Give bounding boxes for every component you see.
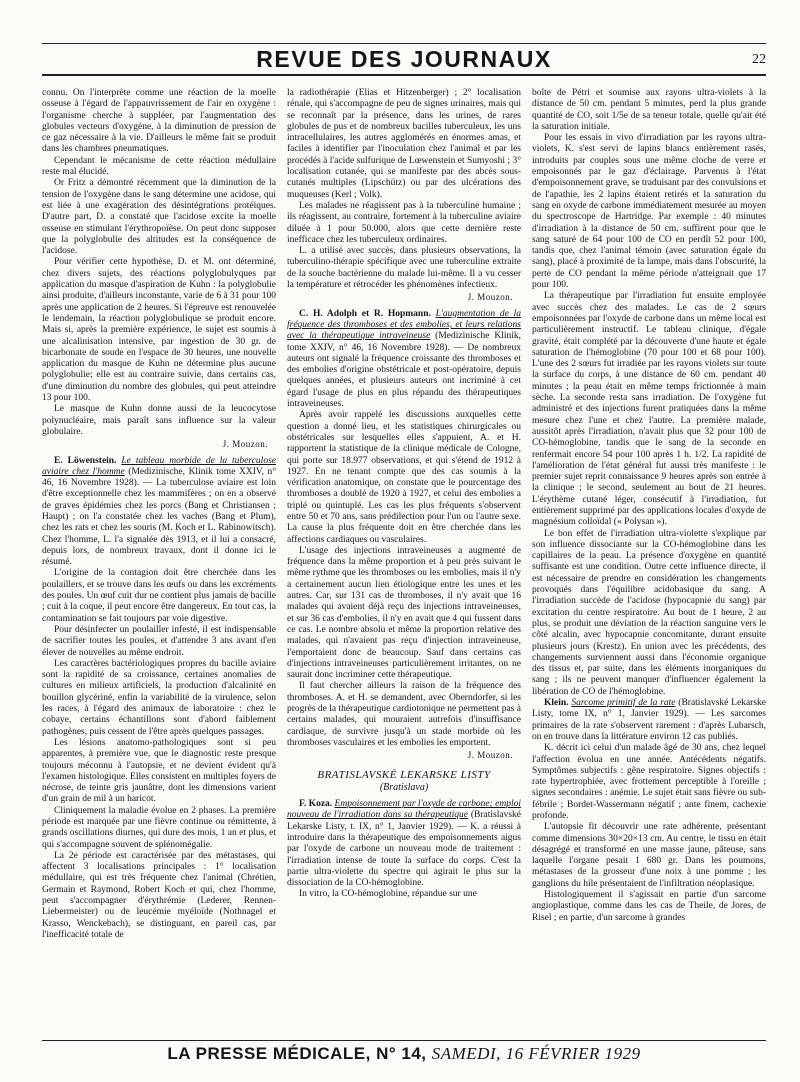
paragraph: Pour désinfecter un poulailler infesté, il est indispensable de sacrifier toutes les poules, et d'attendre 3 ans avant d'en élever de nouvelles au même endroit.: [42, 624, 276, 658]
paragraph: In vitro, la CO-hémoglobine, répandue sur une: [299, 889, 477, 900]
article-koza: [287, 799, 521, 889]
paragraph: Cliniquement la maladie évolue en 2 phases. La première période est marquée par une fièvre continue ou rémittente, à grands oscillations diurnes, qui dure des mois, 1 an et plus, et qui s'accompagne souvent de splénomégalie.: [42, 805, 276, 850]
paragraph: L'usage des injections intraveineuses a augmenté de fréquence dans la même proportion et à peu près suivant le même rythme que les thromboses ou les embolies, mais il n'y a certainement aucun lien étiologique entre les unes et les autres. Car, sur 131 cas de thromboses, il n'y avait que 16 malades qui avaient déjà reçu des injections intraveineuses, et sur 36 cas d'embolies, il n'y en avait que 4 qui fussent dans ce cas. Le nombre absolu et même la proportion relative des malades, qui n'avaient pas reçu d'injection intraveineuse, l'emportaient donc de beaucoup. Sauf dans certains cas d'injections intraveineuses particulièrement irritantes, on ne saurait donc incriminer cette thérapeutique.: [287, 545, 521, 681]
issue-number: N° 14,: [376, 1044, 427, 1063]
paragraph: Or Fritz a démontré récemment que la diminution de la tension de l'oxygène dans le sang détermine une acidose, qui est liée à une exagération des désintégrations protéiques. D'autre part, D. a constaté que l'acidose excite la moelle osseuse en stimulant l'érythropoïèse. On peut donc supposer que la polyglobulie des altitudes est la conséquence de l'acidose.: [42, 178, 276, 257]
article-lowenstein: [42, 456, 276, 569]
article-title: Sarcome primitif de la rate: [571, 698, 676, 709]
footer-rule: [42, 1040, 766, 1041]
signature: J. Mouzon.: [467, 750, 513, 761]
paragraph: boîte de Pétri et soumise aux rayons ultra-violets à la distance de 50 cm. pendant 5 minutes, perd la plus grande quantité de CO, soit 1/5e de sa teneur totale, quelle qu'ait été la saturation initiale.: [532, 88, 766, 132]
paragraph: Histologiquement il s'agissait en partie d'un sarcome angioplastique, comme dans les cas de Theile, de Jores, de Risel ; en partie, d'un sarcome à grandes: [532, 890, 766, 923]
paragraph: Les lésions anatomo-pathologiques sont si peu apparentes, à première vue, que le diagnostic reste presque toujours méconnu à l'autopsie, et ne devient évident qu'à l'examen histologique. Elles consistent en multiples foyers de nécrose, de teinte gris jaunâtre, dont les dimensions varient d'un grain de mil à un haricot.: [42, 737, 276, 805]
article-adolph-hopmann: [287, 309, 521, 411]
paragraph: La 2e période est caractérisée par des métastases, qui affectent 3 localisations principales : 1° localisation médullaire, qui est très fréquente chez l'animal (Chrétien, Germain et Raymond, Robert Koch et qui, chez l'homme, peut s'accompagner d'érythrémie (Lederer, Rennen-Liebermeister) ou de leucémie myéloïde (Nothnagel et Krasso, Wenckebach), se distinguant, en pareil cas, par l'inefficacité totale de: [42, 850, 276, 940]
paragraph: K. décrit ici celui d'un malade âgé de 30 ans, chez lequel l'affection évolua en une année. Antécédents négatifs. Symptômes subjectifs : gêne respiratoire. Signes objectifs : rate hypertrophiée, avec frottement perceptible à l'oreille ; signes secondaires : anémie. Le sujet était sans fièvre ou sub-fébrile ; Bordet-Wassermann négatif ; ante finem, cachexie profonde.: [532, 743, 766, 821]
paragraph: L'autopsie fit découvrir une rate adhérente, présentant comme dimensions 30×20×13 cm. Au centre, le tissu en était désagrégé et transformé en une masse jaune, pâteuse, sans laquelle l'organe pesait 1 680 gr. Dans les poumons, métastases de la grosseur d'une noix à une pomme ; les ganglions du hile présentaient de l'infiltration néoplasique.: [532, 822, 766, 889]
paragraph: Cependant le mécanisme de cette réaction médullaire reste mal élucidé.: [42, 155, 276, 178]
paragraph: Le bon effet de l'irradiation ultra-violette s'explique par son influence dissociante sur la CO-hémoglobine dans les capillaires de la peau. La présence d'oxygène en quantité suffisante est une condition. Outre cette influence directe, il est nécessaire de prendre en considération les changements provoqués dans l'équilibre acidobasique du sang. A l'irradiation succède de l'acidose (hypocapnie du sang) par excitation du centre respiratoire. Au bout de 1 heure, 2 au plus, se produit une déviation de la réaction sanguine vers le côté alcalin, avec hypocapnie concomitante, durant ensuite plusieurs jours (Krestz). En union avec les précédents, des changements surviennent aussi dans l'économie organique des tissus et, par suite, dans les éléments inorganiques du sang ; ils ne peuvent manquer d'influencer également la libération de CO de l'hémoglobine.: [532, 528, 766, 697]
paragraph: Les malades ne réagissent pas à la tuberculine humaine ; ils réagissent, au contraire, fortement à la tuberculine aviaire diluée à 1 pour 50.000, alors que cette dernière reste inefficace chez les tuberculeux ordinaires.: [287, 200, 521, 245]
paragraph: Pour vérifier cette hypothèse, D. et M. ont déterminé, chez divers sujets, des réactions polyglobulyques par application du masque d'aspiration de Kuhn : la polyglobulie ainsi produite, d'ailleurs inconstante, varie de 6 à 31 pour 100 après une application de 2 heures. Si l'épreuve est renouvelée le lendemain, la réaction polyglobulique se produit encore. Mais si, après la première expérience, le sujet est soumis à une alcalinisation intensive, par ingestion de 30 gr. de bicarbonate de soude en l'espace de 30 heures, une nouvelle application du masque de Kuhn ne détermine plus aucune polyglobulie; elle est au contraire suivie, dans certains cas, d'une diminution du nombre des globules, qui peut atteindre 13 pour 100.: [42, 257, 276, 404]
column-2: [287, 88, 521, 1036]
text-columns: [42, 88, 766, 1036]
paragraph: connu. On l'interprète comme une réaction de la moelle osseuse à l'égard de l'appauvrissement de l'air en oxygène : l'organisme cherche à suppléer, par l'augmentation des globules vecteurs d'oxygène, à la diminution de pression de ce gaz nécessaire à la vie. D'ailleurs le même fait se produit dans les chambres pneumatiques.: [42, 88, 276, 155]
signature: J. Mouzon.: [222, 439, 268, 450]
article-author: E. Löwenstein.: [54, 455, 117, 466]
paragraph: Pour les essais in vivo d'irradiation par les rayons ultra-violets, K. s'est servi de lapins blancs entièrement rasés, introduits par couples sous une même cloche de verre et empoisonnés par le gaz d'éclairage. Parvenus à l'état d'empoisonnement grave, se traduisant par des convulsions et de l'apathie, les 2 lapins étaient retirés et la saturation du sang en oxyde de carbone immédiatement mesurée au moyen du spectroscope de Hartridge. Par exemple : 40 minutes d'irradiation à la distance de 50 cm. suffirent pour que le sang saturé de 64 pour 100 de CO en perdît 52 pour 100, tandis que, chez l'animal témoin (avec saturation égale du sang), placé à proximité de la lampe, mais dans l'obscurité, la perte de CO pendant la même période n'atteignait que 17 pour 100.: [532, 133, 766, 291]
column-3: [532, 88, 766, 1036]
paragraph: L'origine de la contagion doit être cherchée dans les poulaillers, et se trouve dans les œufs ou dans les excréments des poules. Un œuf cuit dur ne contient plus jamais de bacille ; cuit à la coque, il peut encore être dangereux. En tout cas, la contamination se fait toujours par voie digestive.: [42, 568, 276, 624]
issue-date: SAMEDI, 16 FÉVRIER 1929: [431, 1044, 641, 1063]
paragraph: L. a utilisé avec succès, dans plusieurs observations, la tuberculino-thérapie spécifique avec une tuberculine extraite de la souche bactérienne du malade lui-même. Il a vu cesser la température et rétrocéder les phénomènes infectieux.: [287, 246, 521, 291]
article-reference: (Medizinische Klinik, tome XXIV, n° 46, 16 Novembre 1928). — De nombreux auteurs ont signalé la fréquence croissante des thromboses et des embolies d'origine obstétricale et post-opératoire, depuis quelques années, et plusieurs auteurs ont incriminé à cet égard l'usage de plus en plus répandu des thérapeutiques intraveineuses.: [287, 331, 521, 410]
article-title: L'augmentation de la fréquence des thromboses et des embolies, et leurs relations avec la thérapeutique intraveineuse: [287, 308, 521, 342]
column-1: [42, 88, 276, 1036]
article-author: Klein.: [544, 698, 569, 709]
article-author: F. Koza.: [299, 799, 333, 810]
footer-text: [42, 1044, 766, 1064]
header-rule-bottom: [42, 74, 766, 76]
article-author: C. H. Adolph et R. Hopmann.: [299, 308, 431, 319]
page-footer: [42, 1040, 766, 1066]
signature: J. Mouzon.: [467, 292, 513, 303]
article-reference: (Bratislavské Lekarske Listy, t. IX, n° 1, Janvier 1929). — K. a réussi à introduire dans la thérapeutique des empoisonnements aigus par l'oxyde de carbone un nouveau mode de traitement : l'irradiation intense de toute la surface du corps. C'est la partie ultra-violette du spectre qui agirait le plus sur la dissociation de la CO-hémoglobine.: [287, 810, 521, 889]
paragraph: Il faut chercher ailleurs la raison de la fréquence des thromboses. A. et H. se demandent, avec Oberndorfer, si les progrès de la thérapeutique cardiotonique ne permettent pas à certains malades, qui mouraient autrefois d'insuffisance cardiaque, de survivre jusqu'à un stade morbide où les thromboses vasculaires et les embolies les emportent.: [287, 681, 521, 748]
running-title: REVUE DES JOURNAUX: [256, 46, 552, 72]
paragraph: Les caractères bactériologiques propres du bacille aviaire sont la rapidité de sa croissance, certaines anomalies de cultures en milieux artificiels, la production d'alcalinité en bouillon glycériné, enfin la variabilité de la virulence, selon les races, à l'égard des animaux de laboratoire : chez le cobaye, certains échantillons sont d'abord faiblement pathogènes, puis cessent de l'être après quelques passages.: [42, 658, 276, 737]
article-reference: (Medizinische, Klinik tome XXIV, n° 46, 16 Novembre 1928). — La tuberculose aviaire est loin d'être exceptionnelle chez les mammifères ; on en a observé de graves épidémies chez les porcs (Bang et Christiansen ; Haupt) ; on l'a constatée chez les vaches (Bang et Plum), chez les rats et chez les souris (M. Koch et L. Rabinowitsch). Chez l'homme, L. l'a signalée dès 1913, et il lui a consacré, depuis lors, de nombreux travaux, dont il donne ici le résumé.: [42, 466, 276, 568]
journal-section-city: (Bratislava): [379, 781, 429, 793]
paragraph: Le masque de Kuhn donne aussi de la leucocytose polynucléaire, mais paraît sans influence sur la valeur globulaire.: [42, 404, 276, 437]
page-number: 22: [752, 52, 766, 67]
article-reference: (Bratislavské Lekarske Listy, tome IX, n° 1, Janvier 1929). — Les sarcomes primaires de la rate s'observent rarement : d'après Lubarsch, on en trouve dans la littérature environ 12 cas publiés.: [532, 698, 766, 742]
page-header: [42, 34, 766, 78]
article-title: Empoisonnement par l'oxyde de carbone; emploi nouveau de l'irradiation dans sa thérapeutique: [287, 799, 521, 821]
article-klein: [532, 698, 766, 743]
header-rule-top: [42, 43, 766, 44]
paragraph: la radiothérapie (Elias et Hitzenberger) ; 2° localisation rénale, qui s'accompagne de peu de signes urinaires, mais qui se reconnaît par la présence, dans les urines, de rares globules de pus et de nombreux bacilles tuberculeux, les uns intracellulaires, les autres agglomérés en énormes amas, et faciles à identifier par l'inoculation chez l'animal et par les procédés à l'acide sulfurique de Lœwenstein et Sumyoshi ; 3° localisation cutanée, qui se manifeste par des abcès sous-cutanés multiples (Lipschütz) ou par des ulcérations des muqueuses (Kerl ; Volk).: [287, 88, 521, 200]
paragraph: Après avoir rappelé les discussions auxquelles cette question a donné lieu, et les statistiques chirurgicales ou obstétricales sur lesquelles elles s'appuient, A. et H. rapportent la statistique de la clinique médicale de Cologne, qui porte sur 18.977 observations, et qui s'étend de 1912 à 1927. En ne tenant compte que des cas soumis à la vérification anatomique, on constate que le pourcentage des thromboses a doublé de 1920 à 1927, et celui des embolies a triplé ou quintuplé. Les cas les plus fréquents s'observent entre 50 et 70 ans, sans prédilection pour l'un ou l'autre sexe. La cause la plus fréquente doit en être cherchée dans les affections cardiaques ou vasculaires.: [287, 410, 521, 545]
article-title: Le tableau morbide de la tuberculose aviaire chez l'homme: [42, 455, 276, 477]
journal-section-heading: BRATISLAVSKÉ LEKARSKE LISTY: [317, 768, 491, 781]
journal-name: LA PRESSE MÉDICALE,: [167, 1044, 371, 1063]
paragraph: La thérapeutique par l'irradiation fut ensuite employée avec succès chez des malades. Le cas de 2 sœurs empoisonnées par l'oxyde de carbone dans un même local est particulièrement instructif. Le tableau clinique, d'égale gravité, était complété par la découverte d'une haute et égale saturation de l'hémoglobine (70 pour 100 et 68 pour 100). L'une des 2 sœurs fut irradiée par les rayons violets sur toute la surface du corps, à une distance de 60 cm. pendant 40 minutes ; la peau était en même temps frictionnée à main sèche. La seconde resta sans irradiation. De l'oxygène fut administré et des injections furent pratiquées dans la même mesure chez l'une et chez l'autre. La première malade, aussitôt après l'irradiation, n'avait plus que 32 pour 100 de CO-hémoglobine, tandis que le sang de la seconde en renfermait encore 54 pour 100 après 1 h. 1/2. La rapidité de l'amélioration de l'état général fut aussi très manifeste : le premier sujet reprit connaissance 9 heures après son entrée à la clinique ; le second, seulement au bout de 21 heures. L'érythème cutané léger, consécutif à l'irradiation, fut entièrement supprimé par des applications locales d'oxyde de magnésium colloïdal (« Polysan »).: [532, 291, 766, 528]
